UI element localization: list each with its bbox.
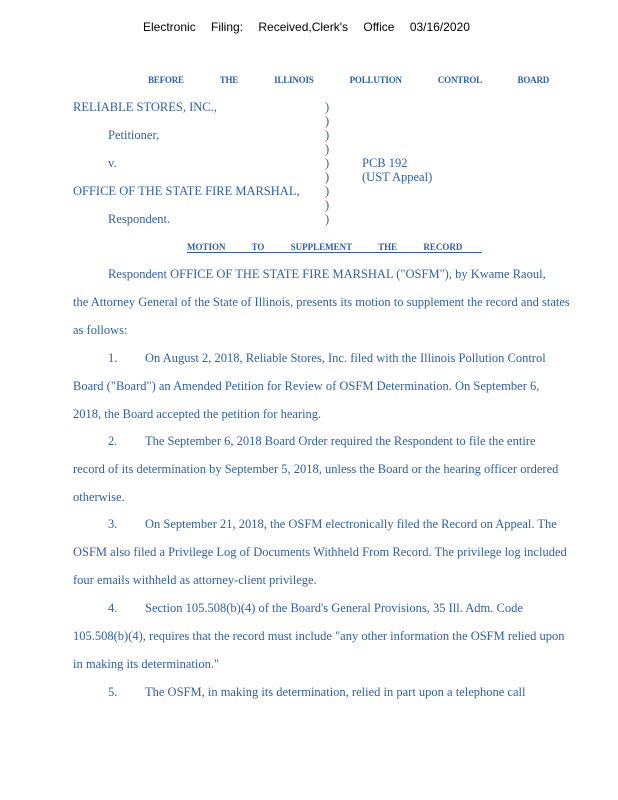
petitioner-label: Petitioner,: [108, 128, 160, 142]
intro-line: Respondent OFFICE OF THE STATE FIRE MARSHAL ("OSFM"), by Kwame Raoul,: [108, 267, 546, 281]
case-type: (UST Appeal): [362, 170, 433, 184]
paragraph-line: 105.508(b)(4), requires that the record must include "any other information the OSFM relied upon: [73, 629, 565, 643]
paragraph-line: The OSFM, in making its determination, relied in part upon a telephone call: [145, 685, 526, 699]
paragraph-number: 3.: [108, 517, 118, 531]
intro-line: as follows:: [73, 323, 128, 337]
paragraph-line: Section 105.508(b)(4) of the Board's General Provisions, 35 Ill. Adm. Code: [145, 601, 523, 615]
paragraph-number: 1.: [108, 351, 118, 365]
caption-paren: ): [325, 212, 330, 226]
caption-paren: ): [325, 142, 330, 156]
petitioner-name: RELIABLE STORES, INC.,: [73, 100, 217, 114]
paragraph-number: 5.: [108, 685, 118, 699]
paragraph-number: 2.: [108, 434, 118, 448]
paragraph-line: four emails withheld as attorney-client privilege.: [73, 573, 317, 587]
paragraph-line: The September 6, 2018 Board Order required the Respondent to file the entire: [145, 434, 536, 448]
motion-title: MOTION TO SUPPLEMENT THE RECORD: [187, 242, 482, 253]
paragraph-line: On September 21, 2018, the OSFM electronically filed the Record on Appeal. The: [145, 517, 557, 531]
versus: v.: [108, 156, 117, 170]
caption-paren: ): [325, 170, 330, 184]
paragraph-line: record of its determination by September 5, 2018, unless the Board or the hearing officer ordered: [73, 462, 559, 476]
paragraph-line: in making its determination.": [73, 657, 220, 671]
respondent-name: OFFICE OF THE STATE FIRE MARSHAL,: [73, 184, 300, 198]
respondent-label: Respondent.: [108, 212, 171, 226]
caption-paren: ): [325, 156, 330, 170]
intro-line: the Attorney General of the State of Illinois, presents its motion to supplement the record and states: [73, 295, 570, 309]
case-number: PCB 192: [362, 156, 408, 170]
paragraph-line: On August 2, 2018, Reliable Stores, Inc. filed with the Illinois Pollution Control: [145, 351, 546, 365]
caption-paren: ): [325, 198, 330, 212]
caption-paren: ): [325, 114, 330, 128]
paragraph-line: Board ("Board") an Amended Petition for Review of OSFM Determination. On September 6,: [73, 379, 540, 393]
paragraph-line: OSFM also filed a Privilege Log of Documents Withheld From Record. The privilege log included: [73, 545, 567, 559]
caption-paren: ): [325, 100, 330, 114]
board-heading: BEFORE THE ILLINOIS POLLUTION CONTROL BOARD: [148, 75, 550, 85]
paragraph-line: 2018, the Board accepted the petition for hearing.: [73, 407, 322, 421]
paragraph-line: otherwise.: [73, 490, 125, 504]
paragraph-number: 4.: [108, 601, 118, 615]
filing-stamp: Electronic Filing: Received,Clerk's Office 03/16/2020: [143, 20, 470, 34]
caption-paren: ): [325, 184, 330, 198]
caption-paren: ): [325, 128, 330, 142]
